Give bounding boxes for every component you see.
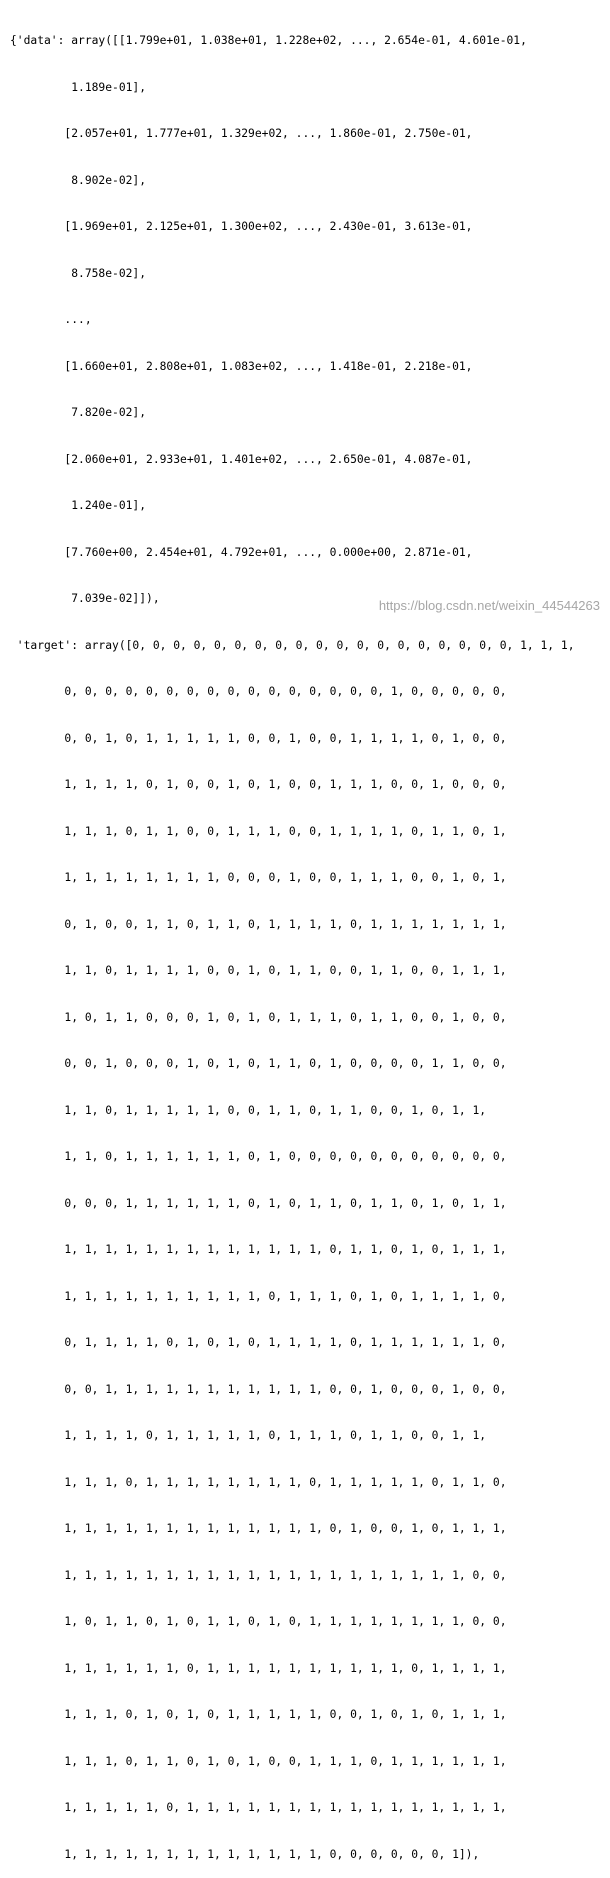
output-line: [2.060e+01, 2.933e+01, 1.401e+02, ..., 2.650e-01, 4.087e-01, <box>10 452 473 466</box>
output-line: 0, 0, 0, 1, 1, 1, 1, 1, 1, 0, 1, 0, 1, 1, 0, 1, 1, 0, 1, 0, 1, 1, <box>10 1196 507 1210</box>
output-line: 1, 1, 1, 1, 1, 1, 1, 1, 1, 1, 1, 1, 1, 0, 0, 0, 0, 0, 0, 1]), <box>10 1847 480 1861</box>
output-line: 8.902e-02], <box>10 173 147 187</box>
output-line: 1, 1, 1, 1, 1, 1, 1, 1, 1, 1, 1, 1, 1, 1, 1, 1, 1, 1, 1, 1, 0, 0, <box>10 1568 507 1582</box>
output-line: [2.057e+01, 1.777e+01, 1.329e+02, ..., 1.860e-01, 2.750e-01, <box>10 127 473 140</box>
output-line: 1, 1, 1, 1, 1, 1, 1, 1, 1, 1, 1, 1, 1, 0, 1, 0, 0, 1, 0, 1, 1, 1, <box>10 1522 507 1535</box>
output-line: {'data': array([[1.799e+01, 1.038e+01, 1.228e+02, ..., 2.654e-01, 4.601e-01, <box>10 34 527 47</box>
output-line: 0, 0, 1, 1, 1, 1, 1, 1, 1, 1, 1, 1, 1, 0, 0, 1, 0, 0, 0, 1, 0, 0, <box>10 1382 507 1396</box>
output-line: 1, 1, 0, 1, 1, 1, 1, 0, 0, 1, 0, 1, 1, 0, 0, 1, 1, 0, 0, 1, 1, 1, <box>10 964 507 977</box>
output-line: 1, 1, 1, 1, 0, 1, 0, 0, 1, 0, 1, 0, 0, 1, 1, 1, 0, 0, 1, 0, 0, 0, <box>10 778 507 791</box>
output-line: 1, 1, 0, 1, 1, 1, 1, 1, 1, 0, 1, 0, 0, 0, 0, 0, 0, 0, 0, 0, 0, 0, <box>10 1150 507 1163</box>
output-line: 1, 1, 0, 1, 1, 1, 1, 1, 0, 0, 1, 1, 0, 1, 1, 0, 0, 1, 0, 1, 1, <box>10 1103 487 1117</box>
output-line: ..., <box>10 313 92 326</box>
output-line: 1, 1, 1, 1, 1, 1, 1, 1, 1, 1, 1, 1, 1, 0, 1, 1, 0, 1, 0, 1, 1, 1, <box>10 1243 507 1256</box>
output-line: [1.660e+01, 2.808e+01, 1.083e+02, ..., 1.418e-01, 2.218e-01, <box>10 359 473 373</box>
output-line: 7.820e-02], <box>10 406 147 419</box>
watermark: https://blog.csdn.net/weixin_44544263 <box>378 598 600 613</box>
output-line: 0, 1, 0, 0, 1, 1, 0, 1, 1, 0, 1, 1, 1, 1, 0, 1, 1, 1, 1, 1, 1, 1, <box>10 917 507 931</box>
output-line: 1, 1, 1, 0, 1, 1, 0, 0, 1, 1, 1, 0, 0, 1, 1, 1, 1, 0, 1, 1, 0, 1, <box>10 824 507 838</box>
output-line: 8.758e-02], <box>10 266 147 280</box>
output-line: 1, 1, 1, 1, 1, 1, 1, 1, 1, 1, 0, 1, 1, 1, 0, 1, 0, 1, 1, 1, 1, 0, <box>10 1289 507 1303</box>
notebook-output <box>10 2 606 1878</box>
output-line: 1, 1, 1, 1, 1, 1, 0, 1, 1, 1, 1, 1, 1, 1, 1, 1, 1, 0, 1, 1, 1, 1, <box>10 1661 507 1675</box>
output-line: 1, 1, 1, 1, 0, 1, 1, 1, 1, 1, 0, 1, 1, 1, 0, 1, 1, 0, 0, 1, 1, <box>10 1429 487 1442</box>
output-line: 0, 1, 1, 1, 1, 0, 1, 0, 1, 0, 1, 1, 1, 1, 0, 1, 1, 1, 1, 1, 1, 0, <box>10 1336 507 1349</box>
output-line: 1, 1, 1, 1, 1, 1, 1, 1, 0, 0, 0, 1, 0, 0, 1, 1, 1, 0, 0, 1, 0, 1, <box>10 871 507 884</box>
output-line: 1.189e-01], <box>10 80 147 94</box>
output-line: 0, 0, 1, 0, 1, 1, 1, 1, 1, 0, 0, 1, 0, 0, 1, 1, 1, 1, 0, 1, 0, 0, <box>10 731 507 745</box>
output-line: 7.039e-02]]), <box>10 592 160 605</box>
output-line: 1, 0, 1, 1, 0, 0, 0, 1, 0, 1, 0, 1, 1, 1, 0, 1, 1, 0, 0, 1, 0, 0, <box>10 1010 507 1024</box>
output-line: 1, 1, 1, 0, 1, 0, 1, 0, 1, 1, 1, 1, 1, 0, 0, 1, 0, 1, 0, 1, 1, 1, <box>10 1708 507 1721</box>
output-line: 1, 1, 1, 1, 1, 0, 1, 1, 1, 1, 1, 1, 1, 1, 1, 1, 1, 1, 1, 1, 1, 1, <box>10 1801 507 1814</box>
output-line: 1, 0, 1, 1, 0, 1, 0, 1, 1, 0, 1, 0, 1, 1, 1, 1, 1, 1, 1, 1, 0, 0, <box>10 1615 507 1628</box>
output-line: [7.760e+00, 2.454e+01, 4.792e+01, ..., 0.000e+00, 2.871e-01, <box>10 545 473 559</box>
output-line: 1.240e-01], <box>10 499 147 512</box>
output-line: 1, 1, 1, 0, 1, 1, 1, 1, 1, 1, 1, 1, 0, 1, 1, 1, 1, 1, 0, 1, 1, 0, <box>10 1475 507 1489</box>
output-line: 'target': array([0, 0, 0, 0, 0, 0, 0, 0, 0, 0, 0, 0, 0, 0, 0, 0, 0, 0, 0, 1, 1, 1, <box>10 638 575 652</box>
output-line: 0, 0, 1, 0, 0, 0, 1, 0, 1, 0, 1, 1, 0, 1, 0, 0, 0, 0, 1, 1, 0, 0, <box>10 1057 507 1070</box>
output-line: [1.969e+01, 2.125e+01, 1.300e+02, ..., 2.430e-01, 3.613e-01, <box>10 220 473 233</box>
output-line: 0, 0, 0, 0, 0, 0, 0, 0, 0, 0, 0, 0, 0, 0, 0, 0, 1, 0, 0, 0, 0, 0, <box>10 685 507 698</box>
output-line: 1, 1, 1, 0, 1, 1, 0, 1, 0, 1, 0, 0, 1, 1, 1, 0, 1, 1, 1, 1, 1, 1, <box>10 1754 507 1768</box>
